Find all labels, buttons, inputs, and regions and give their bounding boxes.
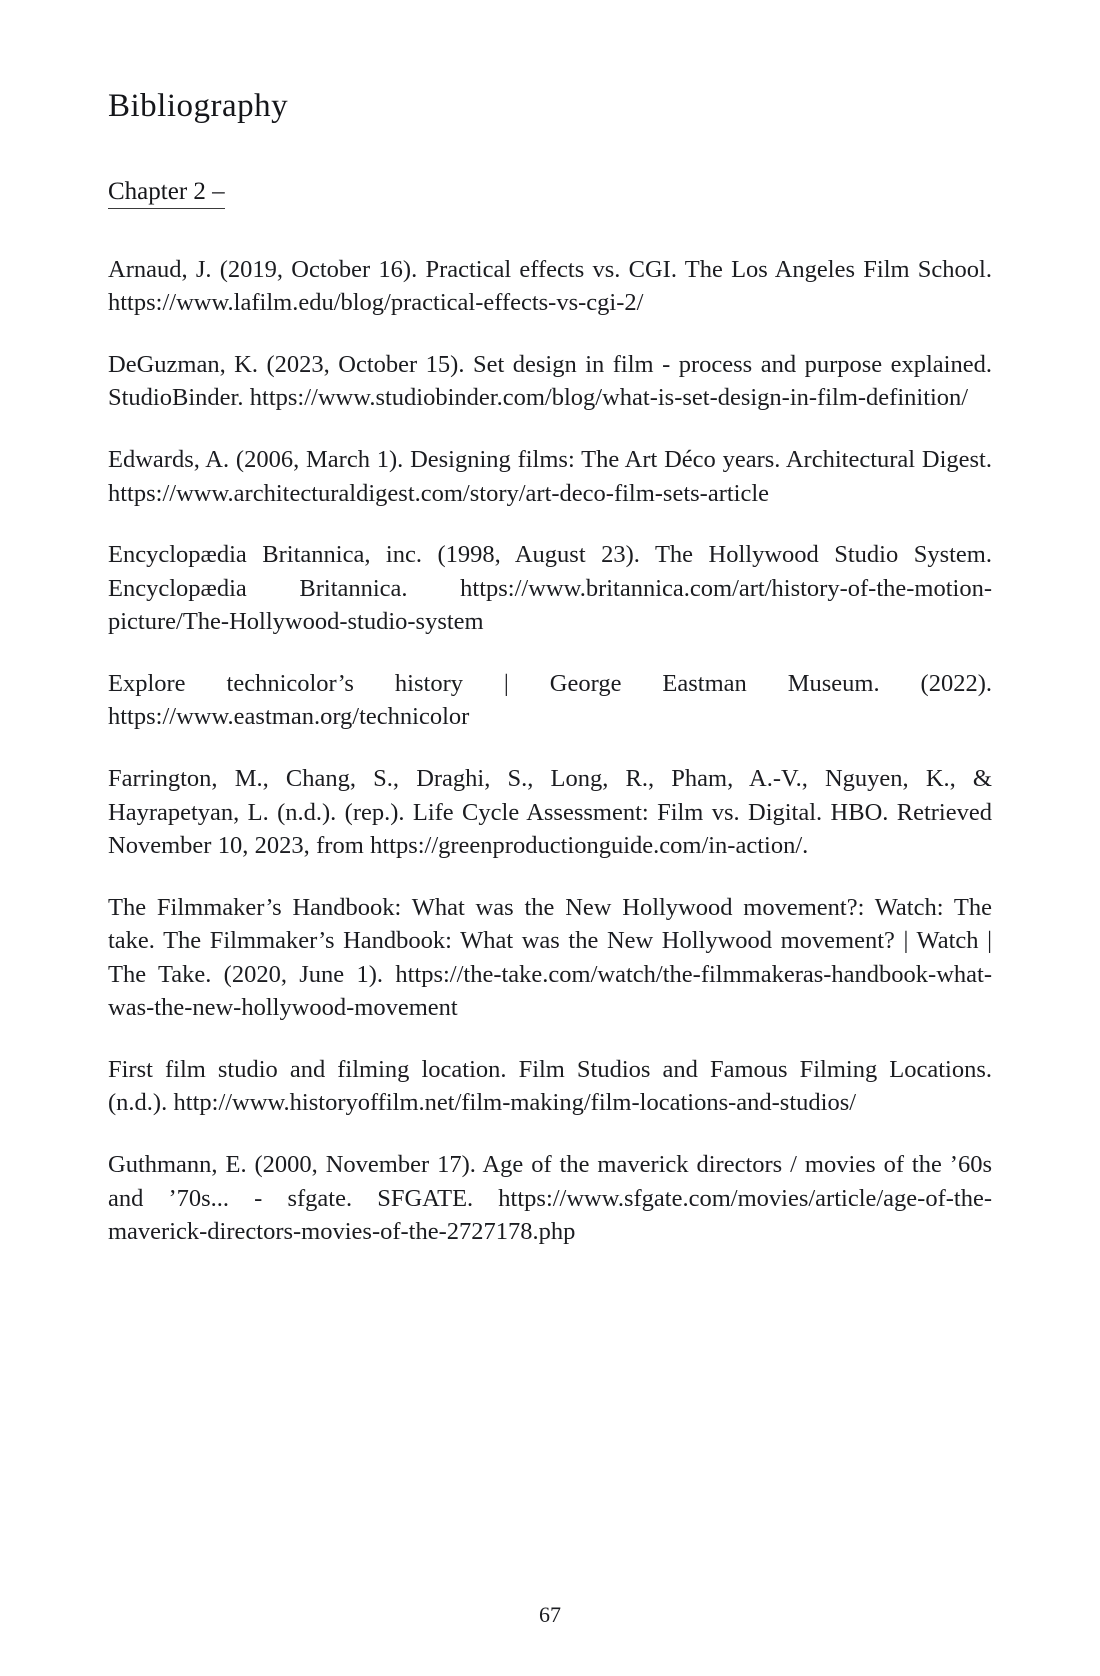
bibliography-entry: Explore technicolor’s history | George Eastman Museum. (2022). https://www.eastman.org/technicolor xyxy=(108,669,992,731)
page-title: Bibliography xyxy=(108,88,289,124)
bibliography-entry: Guthmann, E. (2000, November 17). Age of the maverick directors / movies of the ’60s and ’70s... - sfgate. SFGATE. https://www.sfgate.com/movies/article/age-of-the-maverick-directors-movies-of-the-2727178.php xyxy=(108,1151,992,1246)
bibliography-entry: Arnaud, J. (2019, October 16). Practical effects vs. CGI. The Los Angeles Film School. https://www.lafilm.edu/blog/practical-effects-vs-cgi-2/ xyxy=(108,255,992,317)
chapter-heading: Chapter 2 – xyxy=(108,178,225,209)
bibliography-entry: The Filmmaker’s Handbook: What was the New Hollywood movement?: Watch: The take. The Filmmaker’s Handbook: What was the New Hollywood movement? | Watch | The Take. (2020, June 1). https://the-take.com/watch/the-filmmakeras-handbook-what-was-the-new-hollywood-movement xyxy=(108,893,992,1022)
bibliography-entry: First film studio and filming location. Film Studios and Famous Filming Locations. (n.d.). http://www.historyoffilm.net/film-making/film-locations-and-studios/ xyxy=(108,1055,992,1117)
bibliography-entry: Encyclopædia Britannica, inc. (1998, August 23). The Hollywood Studio System. Encyclopædia Britannica. https://www.britannica.com/art/history-of-the-motion-picture/The-Hollywood-studio-system xyxy=(108,541,992,636)
section-heading-wrap xyxy=(108,178,992,253)
bibliography-entry: DeGuzman, K. (2023, October 15). Set design in film - process and purpose explained. StudioBinder. https://www.studiobinder.com/blog/what-is-set-design-in-film-definition/ xyxy=(108,350,992,412)
bibliography-entry: Edwards, A. (2006, March 1). Designing films: The Art Déco years. Architectural Digest. https://www.architecturaldigest.com/story/art-deco-film-sets-article xyxy=(108,446,992,507)
page-number: 67 xyxy=(539,1602,561,1627)
bibliography-entry: Farrington, M., Chang, S., Draghi, S., Long, R., Pham, A.-V., Nguyen, K., & Hayrapetyan, L. (n.d.). (rep.). Life Cycle Assessment: Film vs. Digital. HBO. Retrieved November 10, 2023, from https://greenproductionguide.com/in-action/. xyxy=(108,764,992,860)
